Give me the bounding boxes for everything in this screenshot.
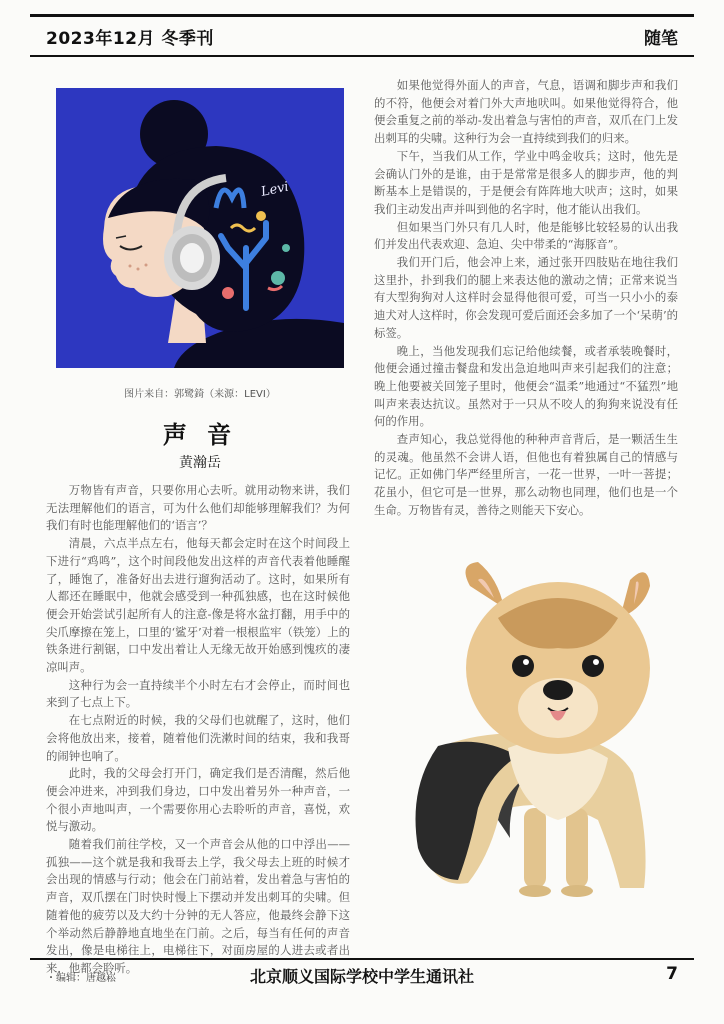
issue-label: 2023年12月 冬季刊: [46, 29, 214, 49]
paragraph: 在七点附近的时候，我的父母们也就醒了，这时，他们会将他放出来，接着，随着他们洗漱时间的结束，我和我哥的闹钟也响了。: [46, 713, 350, 763]
image-caption: 图片来自：郭鹭錡（来源：LEVI）: [124, 389, 276, 400]
paragraph: 此时，我的父母会打开门，确定我们是否清醒，然后他便会冲进来，冲到我们身边，口中发出着另外一种声音，一个很小声地叫声，一个需要你用心去聆听的声音，喜悦，欢悦与激动。: [46, 766, 350, 834]
yorkie-dog-illustration: [398, 558, 678, 903]
article-author: 黄瀚岳: [179, 455, 221, 471]
paragraph: 如果他觉得外面人的声音，气息，语调和脚步声和我们的不符，他便会对着门外大声地吠叫。如果他觉得符合，他便会重复之前的举动-发出着急与害怕的声音，双爪在门上发出刺耳的尖啸。这种行为会一直持续到我们的归来。: [374, 78, 678, 146]
page-number: 7: [666, 964, 678, 984]
header-bottom-rule: [30, 55, 694, 57]
paragraph: 晚上，当他发现我们忘记给他续餐，或者承装晚餐时，他便会通过撞击餐盘和发出急迫地叫声来引起我们的注意；晚上他要被关回笼子里时，他便会“温柔”地通过“不猛烈”地叫声来表达抗议。虽然对于一只从不咬人的狗狗来说没有任何的作用。: [374, 343, 678, 429]
paragraph: 清晨，六点半点左右，他每天都会定时在这个时间段上下进行“鸡鸣”，这个时间段他发出这样的声音代表着他睡醒了，睡饱了，准备好出去进行遛狗活动了。这时，如果所有人都还在睡眠中，他就会感受到一种孤独感，也在这时候他便会开始尝试引起所有人的注意-像是将水盆打翻，用手中的尖爪摩擦在笼上，口里的‘鲨牙’对着一根根监牢（铁笼）上的铁条进行割锯，口中发出着让人无缘无故开始感到愧疚的凄凉叫声。: [46, 536, 350, 675]
paragraph: 我们开门后，他会冲上来，通过张开四肢贴在地往我们这里扑，扑到我们的腿上来表达他的激动之情；正常来说当有大型狗狗对人这样时会显得他很可爱，可当一只小小的泰迪犬对人这样时，你会发现可爱后面还会多加了一个‘呆萌’的标签。: [374, 255, 678, 340]
footer-rule: [30, 958, 694, 960]
paragraph: 这种行为会一直持续半个小时左右才会停止，而时间也来到了七点上下。: [46, 677, 350, 710]
article-right-column: [374, 77, 678, 520]
paragraph: 随着我们前往学校，又一个声音会从他的口中浮出——孤独——这个就是我和我哥去上学，我父母去上班的时候才会出现的情感与行动；他会在门前站着，发出着急与害怕的声音，双爪摆在门时快时慢上下摆动并发出刺耳的尖啸。但随着他的疲劳以及大约十分钟的无人答应，他最终会静下这个举动然后静静地直地坐在门前。之后，每当有任何的声音发出，像是电梯往上，电梯往下，对面房屋的人进去或者出来，他都会聆听。: [46, 837, 350, 975]
publisher-name: 北京顺义国际学校中学生通讯社: [249, 967, 474, 986]
artist-signature: Levi: [259, 179, 291, 200]
headphone-girl-illustration: [56, 88, 344, 368]
paragraph: 查声知心，我总觉得他的种种声音背后，是一颗活生生的灵魂。他虽然不会讲人语，但他也有着独属自己的情感与记忆。正如佛门华严经里所言，一花一世界，一叶一菩提；花虽小，但它可是一世界，那么动物也同理，他们也是一个生命。万物皆有灵，善待之则能天下安心。: [374, 432, 678, 517]
header-top-rule: [30, 14, 694, 17]
editor-credit: ・编辑：唐越崧: [46, 973, 116, 984]
paragraph: 下午，当我们从工作，学业中鸣金收兵；这时，他先是会确认门外的是谁，由于是常常是很多人的脚步声，他的判断基本上是错误的，于是便会有阵阵地大吠声；这时，如果我们主动发出声并叫到他的名字时，他才能认出我们。: [374, 148, 678, 216]
paragraph: 万物皆有声音，只要你用心去听。就用动物来讲，我们无法理解他们的语言，可为什么他们却能够理解我们？为何我们有时也能理解他们的‘语言’？: [46, 483, 350, 533]
section-label: 随笔: [644, 29, 678, 49]
paragraph: 但如果当门外只有几人时，他是能够比较轻易的认出我们并发出代表欢迎、急迫、尖中带柔的“海豚音”。: [374, 219, 678, 252]
article-left-column: [46, 482, 350, 978]
article-title: 声 音: [162, 420, 238, 449]
